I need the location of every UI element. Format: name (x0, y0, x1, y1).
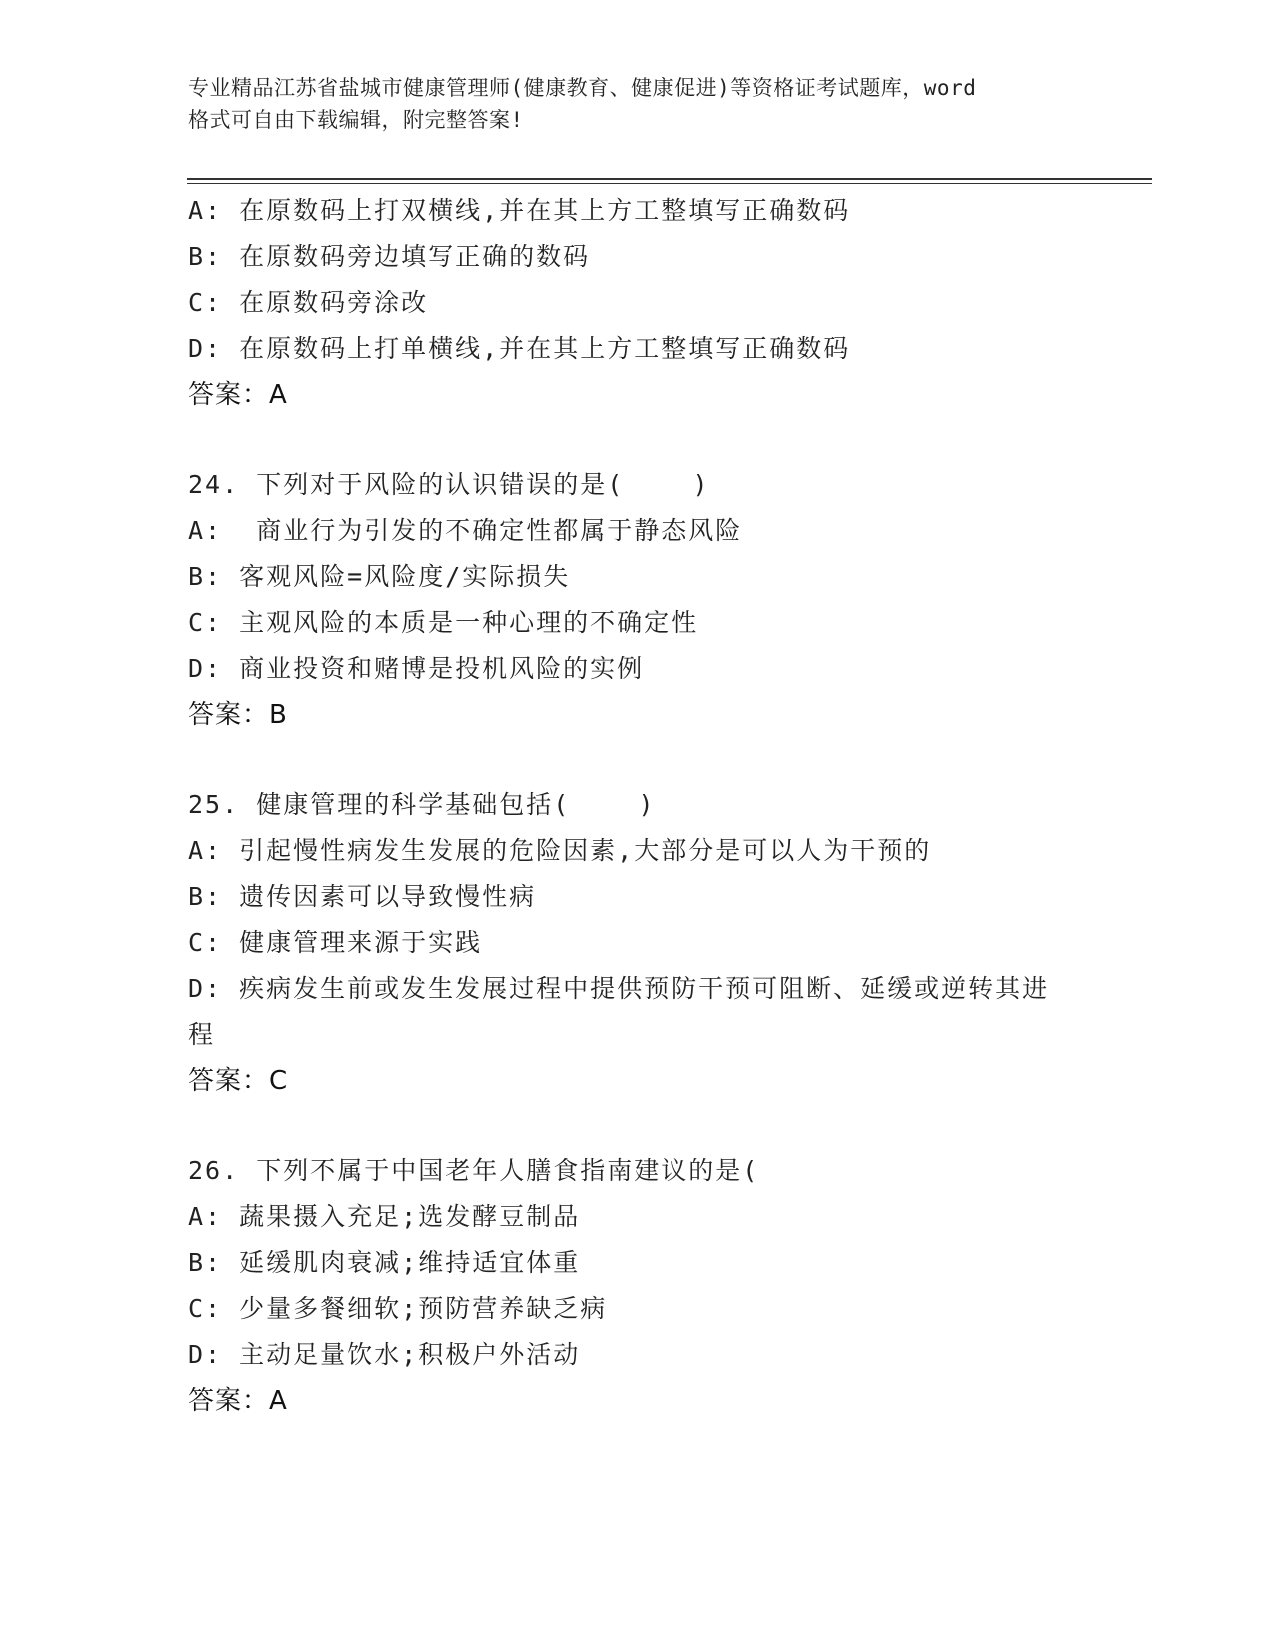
option-d: D: 在原数码上打单横线,并在其上方工整填写正确数码 (188, 334, 851, 363)
header-line-1: 专业精品江苏省盐城市健康管理师(健康教育、健康促进)等资格证考试题库，word (188, 76, 977, 100)
question-25 (188, 782, 1148, 1104)
answer: 答案：C (188, 1066, 289, 1096)
option-c: C: 在原数码旁涂改 (188, 288, 429, 317)
document-header (188, 72, 1088, 136)
option-c: C: 主观风险的本质是一种心理的不确定性 (188, 608, 699, 637)
header-divider-thin (187, 183, 1152, 184)
option-b: B: 遗传因素可以导致慢性病 (188, 882, 537, 911)
option-b: B: 客观风险=风险度/实际损失 (188, 562, 571, 591)
option-d: D: 商业投资和赌博是投机风险的实例 (188, 654, 645, 683)
question-24 (188, 462, 1148, 738)
question-stem: 26. 下列不属于中国老年人膳食指南建议的是( (188, 1156, 760, 1185)
option-b: B: 在原数码旁边填写正确的数码 (188, 242, 591, 271)
question-26 (188, 1148, 1148, 1424)
option-a: A: 引起慢性病发生发展的危险因素,大部分是可以人为干预的 (188, 836, 932, 865)
option-b: B: 延缓肌肉衰减;维持适宜体重 (188, 1248, 581, 1277)
answer: 答案：A (188, 380, 288, 410)
option-c: C: 少量多餐细软;预防营养缺乏病 (188, 1294, 608, 1323)
question-stem: 25. 健康管理的科学基础包括( ) (188, 790, 656, 819)
option-a: A: 商业行为引发的不确定性都属于静态风险 (188, 516, 743, 545)
option-d: D: 主动足量饮水;积极户外活动 (188, 1340, 581, 1369)
question-stem: 24. 下列对于风险的认识错误的是( ) (188, 470, 710, 499)
option-d: D: 疾病发生前或发生发展过程中提供预防干预可阻断、延缓或逆转其进程 (188, 974, 1050, 1049)
header-line-2: 格式可自由下载编辑，附完整答案! (188, 108, 524, 132)
answer: 答案：B (188, 700, 288, 730)
option-c: C: 健康管理来源于实践 (188, 928, 483, 957)
answer: 答案：A (188, 1386, 288, 1416)
option-a: A: 在原数码上打双横线,并在其上方工整填写正确数码 (188, 196, 851, 225)
option-a: A: 蔬果摄入充足;选发酵豆制品 (188, 1202, 581, 1231)
question-23 (188, 188, 1148, 418)
question-list (188, 188, 1148, 1424)
header-divider-thick (187, 178, 1152, 180)
